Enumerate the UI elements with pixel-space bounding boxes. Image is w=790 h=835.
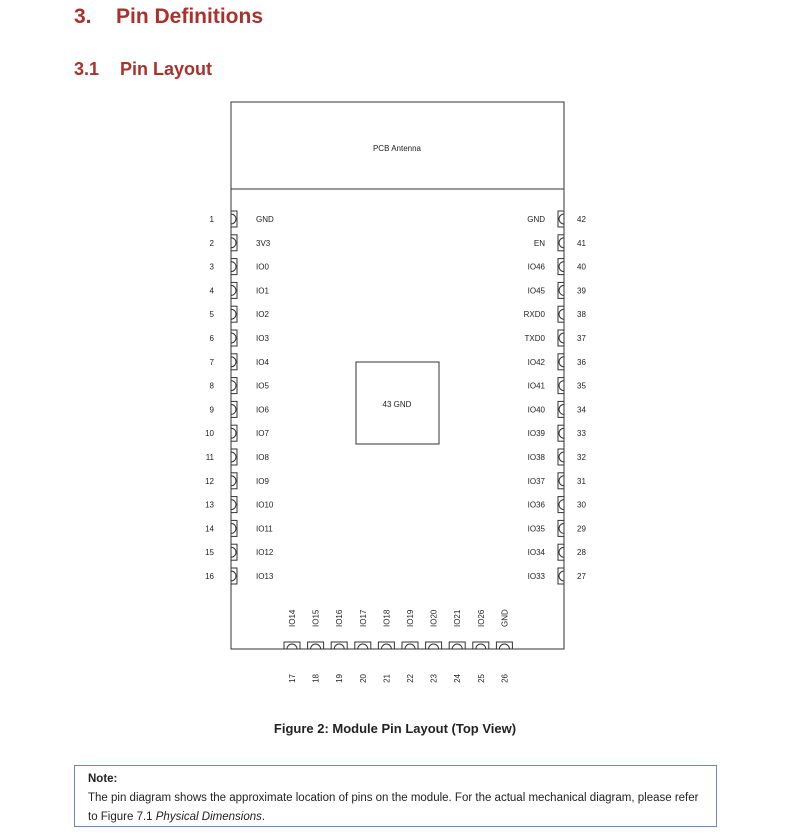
pin-number: 40 (577, 262, 586, 272)
pin-number: 30 (577, 500, 586, 510)
pin-name: IO46 (527, 262, 545, 272)
note-text (88, 789, 703, 827)
pin-name: IO10 (256, 500, 274, 510)
pin-name: IO13 (256, 572, 274, 581)
pin-number: 37 (577, 334, 586, 343)
pin-pad (284, 642, 300, 649)
pin-number: 1 (209, 215, 214, 224)
pin-name: IO16 (335, 609, 345, 627)
pin-name: IO3 (256, 334, 269, 343)
pin-pad (378, 642, 394, 649)
note-end: . (261, 811, 266, 823)
section-title: Pin Definitions (116, 5, 263, 28)
pin-name: IO21 (453, 609, 463, 627)
pin-name: IO33 (527, 572, 545, 581)
pin-number: 33 (577, 429, 586, 439)
pin-name: TXD0 (524, 334, 545, 343)
antenna-label: PCB Antenna (372, 144, 422, 153)
pin-name: IO9 (256, 476, 269, 486)
subsection-title: Pin Layout (120, 59, 213, 79)
pin-number: 32 (577, 453, 586, 462)
pin-pad (355, 642, 371, 649)
pin-number: 34 (577, 405, 586, 415)
pin-name: IO12 (256, 548, 274, 558)
pin-name: GND (256, 215, 274, 224)
pin-number: 3 (209, 262, 214, 272)
pin-name: IO5 (256, 381, 269, 391)
pin-name: EN (533, 238, 545, 248)
pin-name: IO17 (358, 609, 368, 627)
pin-name: 3V3 (256, 238, 271, 248)
pin-number: 10 (205, 429, 214, 439)
pin-number: 38 (577, 310, 586, 320)
pin-number: 22 (406, 674, 415, 683)
pin-name: IO34 (527, 548, 545, 558)
pin-number: 11 (205, 453, 214, 462)
center-pad-label: 43 GND (382, 400, 412, 409)
pin-number: 18 (311, 674, 321, 683)
pin-name: IO26 (476, 609, 486, 627)
pin-pad (402, 642, 418, 649)
pin-name: IO36 (527, 500, 545, 510)
pin-pad (449, 642, 465, 649)
pin-name: IO2 (256, 310, 269, 320)
pin-name: IO38 (527, 453, 545, 462)
pin-name: IO40 (527, 405, 545, 415)
pin-name: IO37 (527, 476, 545, 486)
pin-name: IO15 (311, 609, 321, 627)
figure-caption: Figure 2: Module Pin Layout (Top View) (273, 721, 517, 736)
pin-name: IO18 (382, 609, 392, 627)
pin-name: IO45 (527, 286, 545, 296)
pin-number: 25 (476, 674, 486, 683)
pin-number: 28 (577, 548, 586, 558)
pin-pad (308, 642, 324, 649)
pin-number: 31 (577, 476, 586, 486)
pin-pad (331, 642, 347, 649)
pin-number: 7 (209, 357, 214, 367)
pin-number: 35 (577, 381, 586, 391)
pin-number: 23 (429, 674, 439, 683)
pin-name: IO20 (429, 609, 439, 627)
pin-number: 2 (209, 238, 214, 248)
pin-name: IO11 (256, 524, 273, 534)
pin-number: 13 (205, 500, 214, 510)
pin-number: 29 (577, 524, 586, 534)
pin-number: 20 (358, 674, 368, 683)
pin-number: 4 (209, 286, 214, 296)
section-number: 3. (74, 5, 92, 28)
pin-pad (473, 642, 489, 649)
pin-name: IO35 (527, 524, 545, 534)
pin-number: 19 (335, 674, 345, 683)
pin-name: IO19 (406, 609, 415, 627)
pin-number: 36 (577, 357, 586, 367)
pin-group (205, 211, 586, 683)
pin-pad (426, 642, 442, 649)
pin-number: 26 (500, 674, 510, 683)
pin-pad (496, 642, 512, 649)
pin-name: IO42 (527, 357, 545, 367)
pin-name: IO0 (256, 262, 269, 272)
pin-number: 17 (288, 674, 297, 683)
pin-number: 9 (209, 405, 214, 415)
pin-name: GND (500, 609, 510, 627)
pin-number: 14 (205, 524, 214, 534)
pin-name: RXD0 (523, 310, 545, 320)
pin-name: IO41 (527, 381, 545, 391)
pin-number: 27 (577, 572, 586, 581)
pin-name: IO14 (288, 609, 297, 627)
pin-number: 8 (209, 381, 214, 391)
pin-name: IO4 (256, 357, 269, 367)
pin-number: 39 (577, 286, 586, 296)
pin-name: IO6 (256, 405, 269, 415)
note-title: Note: (88, 773, 118, 785)
note-link[interactable]: Physical Dimensions (155, 811, 262, 823)
module-outline (231, 102, 564, 649)
pin-name: IO39 (527, 429, 545, 439)
pin-name: IO1 (256, 286, 269, 296)
pin-number: 16 (205, 572, 214, 581)
pin-name: GND (527, 215, 545, 224)
pin-number: 42 (577, 215, 586, 224)
note-box (74, 765, 717, 827)
pin-number: 5 (209, 310, 214, 320)
pin-number: 6 (209, 334, 214, 343)
pin-number: 41 (577, 238, 586, 248)
pin-number: 21 (382, 674, 392, 683)
pin-number: 24 (453, 674, 463, 683)
pin-name: IO7 (256, 429, 269, 439)
subsection-number: 3.1 (74, 59, 100, 79)
pin-number: 15 (205, 548, 214, 558)
pin-name: IO8 (256, 453, 269, 462)
note-body: The pin diagram shows the approximate location of pins on the module. For the actual mechanical diagram, please refer to Figure 7.1 (88, 792, 699, 823)
pin-number: 12 (205, 476, 214, 486)
